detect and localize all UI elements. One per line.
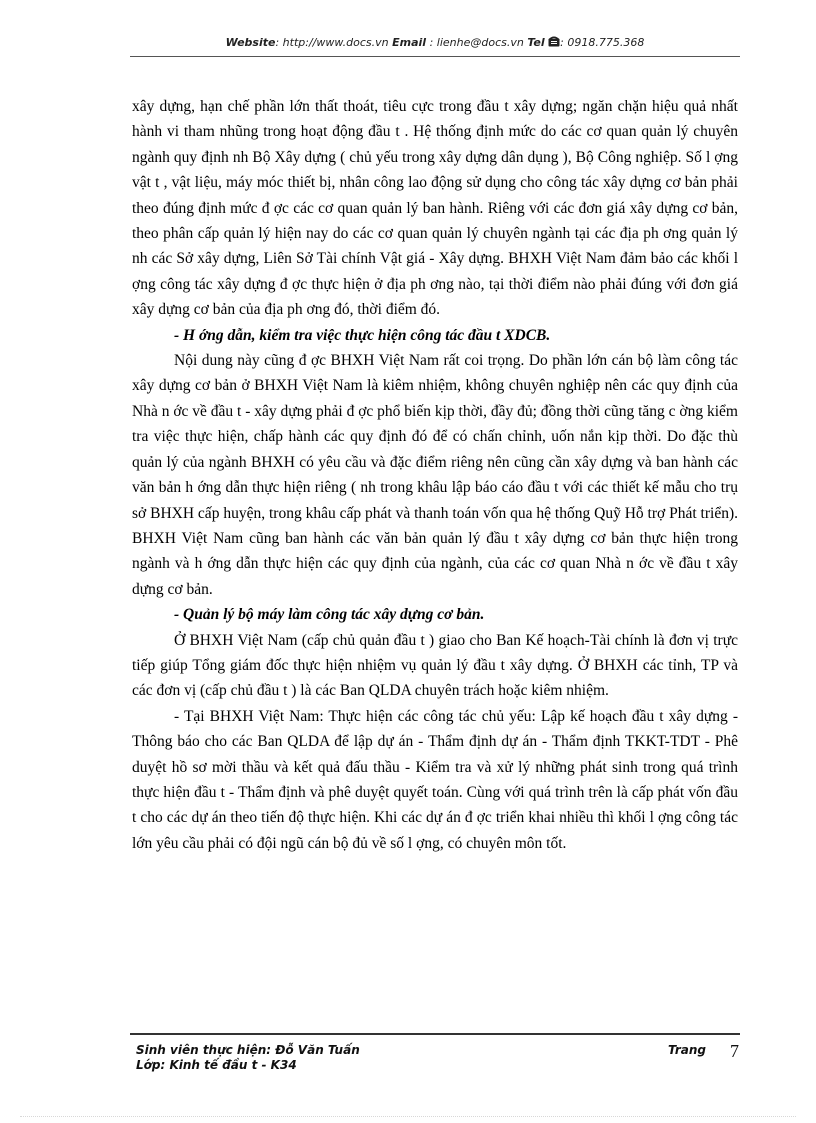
page-header (130, 36, 740, 50)
tel-label: Tel (527, 36, 545, 49)
paragraph-2: Nội dung này cũng đ ợc BHXH Việt Nam rất coi trọng. Do phần lớn cán bộ làm công tác xây dựng cơ bản ở BHXH Việt Nam là kiêm nhiệm, không chuyên nghiệp nên các quy định của Nhà n ớc về đầu t - xây dựng phải đ ợc phổ biến kịp thời, đầy đủ; đồng thời cũng tăng c ờng kiểm tra việc thực hiện, chấp hành các quy định đó để có chấn chỉnh, uốn nắn kịp thời. Do đặc thù quản lý của ngành BHXH có yêu cầu và đặc điểm riêng nên cũng cần xây dựng và ban hành các văn bản h ớng dẫn thực hiện riêng ( nh trong khâu lập báo cáo đầu t với các thiết kế mẫu cho trụ sở BHXH cấp huyện, trong khâu cấp phát và thanh toán vốn qua hệ thống Quỹ Hỗ trợ Phát triển). BHXH Việt Nam cũng ban hành các văn bản quản lý đầu t xây dựng cơ bản thực hiện trong ngành và h ớng dẫn thực hiện các quy định của ngành, của các cơ quan Nhà n ớc về đầu t xây dựng cơ bản. (132, 352, 738, 598)
footer-divider (130, 1033, 740, 1035)
website-label: Website (225, 36, 276, 49)
paragraph-4: - Tại BHXH Việt Nam: Thực hiện các công tác chủ yếu: Lập kế hoạch đầu t xây dựng - Thông báo cho các Ban QLDA để lập dự án - Thẩm định dự án - Thẩm định TKKT-TDT - Phê duyệt hồ sơ mời thầu và kết quả đấu thầu - Kiểm tra và xử lý những phát sinh trong quá trình thực hiện đầu t - Thẩm định và phê duyệt quyết toán. Cùng với quá trình trên là cấp phát vốn đầu t cho các dự án theo tiến độ thực hiện. Khi các dự án đ ợc triển khai nhiều thì khối l ợng công tác lớn yêu cầu phải có đội ngũ cán bộ đủ về số l ợng, có chuyên môn tốt. (132, 707, 738, 852)
page-bottom-edge (20, 1116, 796, 1117)
page-number: 7 (730, 1041, 739, 1061)
paragraph-1: xây dựng, hạn chế phần lớn thất thoát, tiêu cực trong đầu t xây dựng; ngăn chặn hiệu quả nhất hành vi tham nhũng trong hoạt động đầu t . Hệ thống định mức do các cơ quan quản lý chuyên ngành quy định nh Bộ Xây dựng ( chủ yếu trong xây dựng dân dụng ), Bộ Công nghiệp. Số l ợng vật t , vật liệu, máy móc thiết bị, nhân công lao động sử dụng cho công tác xây dựng cơ bản phải theo đúng định mức đ ợc các cơ quan quản lý ban hành. Riêng với các đơn giá xây dựng cơ bản, theo phân cấp quản lý hiện nay do các cơ quan quản lý chuyên ngành tại các địa ph ơng quản lý nh các Sở xây dựng, Liên Sở Tài chính Vật giá - Xây dựng. BHXH Việt Nam đảm bảo các khối l ợng công tác xây dựng đ ợc thực hiện ở địa ph ơng nào, tại thời điểm nào phải đúng với đơn giá xây dựng cơ bản của địa ph ơng đó, thời điểm đó. (132, 98, 738, 319)
phone-icon (548, 36, 560, 50)
tel-value: : 0918.775.368 (560, 36, 645, 49)
section-heading-guidance: - H ớng dẫn, kiểm tra việc thực hiện công tác đầu t XDCB. (174, 326, 551, 344)
paragraph-3: Ở BHXH Việt Nam (cấp chủ quản đầu t ) giao cho Ban Kế hoạch-Tài chính là đơn vị trực tiếp giúp Tổng giám đốc thực hiện nhiệm vụ quản lý đầu t xây dựng. Ở BHXH các tỉnh, TP và các đơn vị (cấp chủ đầu t ) là các Ban QLDA chuyên trách hoặc kiêm nhiệm. (132, 631, 738, 700)
email-value: : lienhe@docs.vn (429, 36, 524, 49)
header-divider (130, 56, 740, 57)
document-body (132, 94, 738, 856)
footer-class: Lớp: Kinh tế đầu t - K34 (136, 1058, 297, 1072)
email-label: Email (392, 36, 427, 49)
website-value: : http://www.docs.vn (275, 36, 389, 49)
footer-author (136, 1043, 360, 1073)
footer-student: Sinh viên thực hiện: Đỗ Văn Tuấn (136, 1043, 360, 1057)
footer-page-label: Trang (668, 1043, 707, 1057)
section-heading-management: - Quản lý bộ máy làm công tác xây dựng cơ bản. (174, 606, 485, 624)
